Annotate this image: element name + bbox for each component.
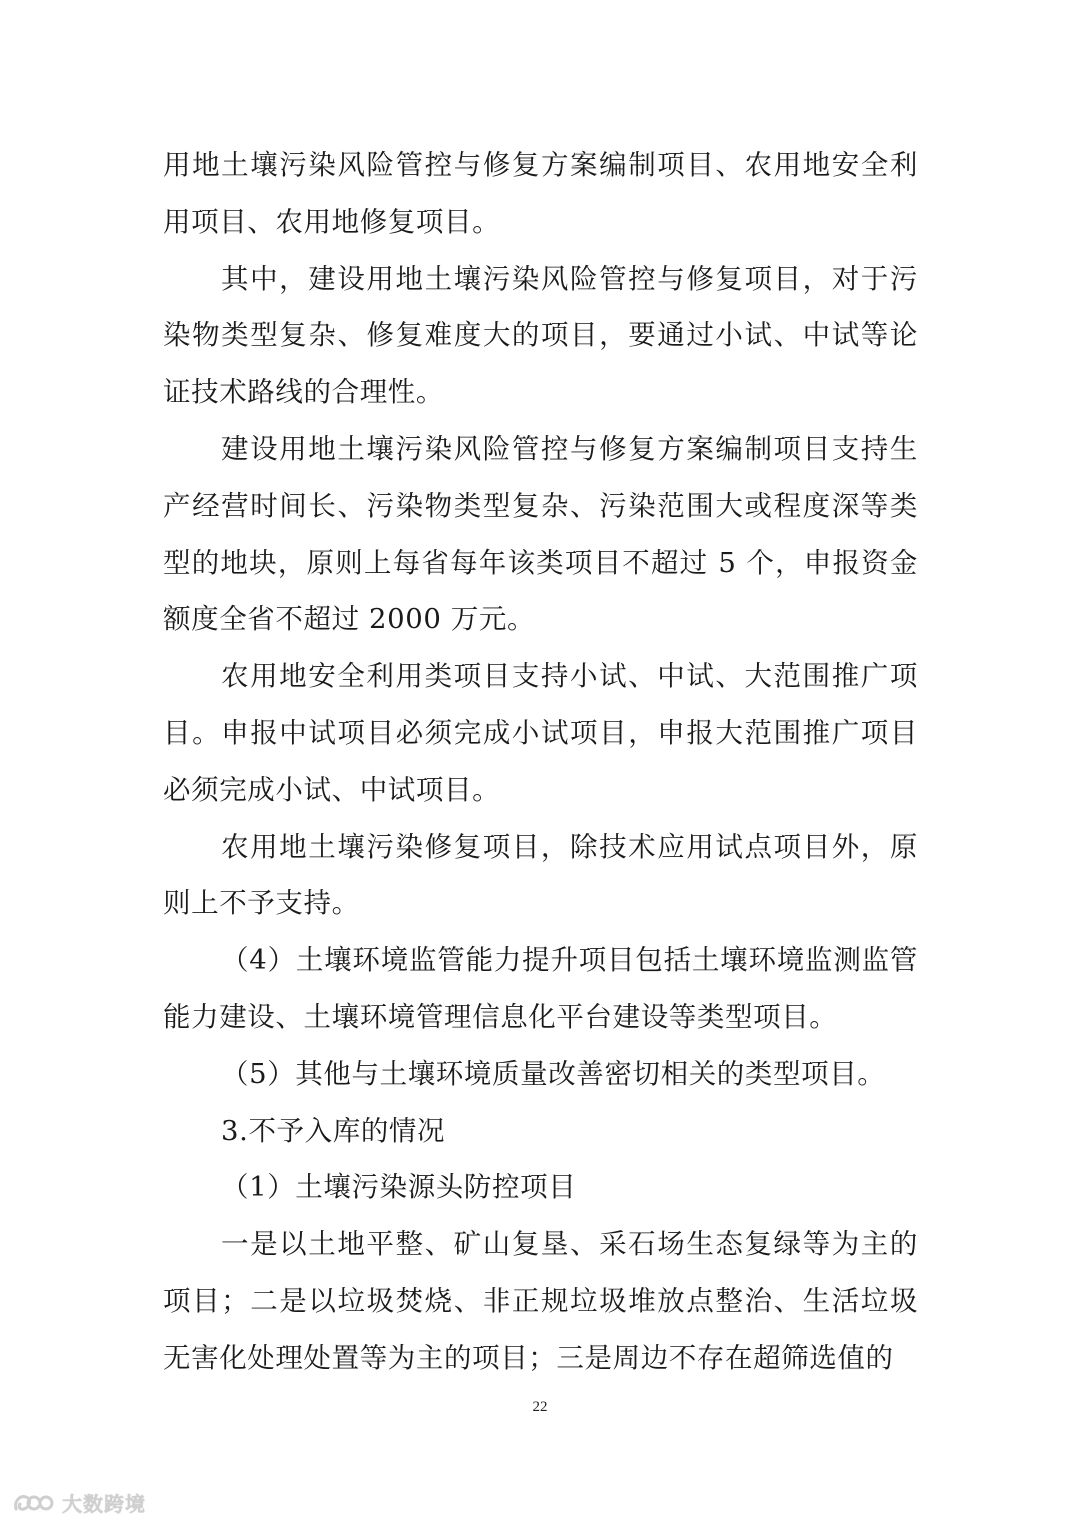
page-number: 22 (532, 1399, 548, 1415)
dashuju-logo-icon (12, 1491, 56, 1515)
watermark (12, 1488, 146, 1517)
section-heading-3: 3.不予入库的情况 (221, 1114, 446, 1147)
paragraph-item-5: （5）其他与土壤环境质量改善密切相关的类型项目。 (221, 1057, 886, 1090)
subsection-heading-1: （1）土壤污染源头防控项目 (221, 1171, 577, 1204)
document-body (163, 137, 918, 1387)
paragraph-item-4: （4）土壤环境监管能力提升项目包括土壤环境监测监管能力建设、土壤环境管理信息化平台建设等类型项目。 (163, 944, 918, 1033)
paragraph-farmland-remediation: 农用地土壤污染修复项目，除技术应用试点项目外，原则上不予支持。 (163, 830, 918, 920)
paragraph-construction-land: 其中，建设用地土壤污染风险管控与修复项目，对于污染物类型复杂、修复难度大的项目，要通过小试、中试等论证技术路线的合理性。 (163, 262, 918, 409)
paragraph-continuation: 用地土壤污染风险管控与修复方案编制项目、农用地安全利用项目、农用地修复项目。 (163, 149, 918, 238)
paragraph-exclusions: 一是以土地平整、矿山复垦、采石场生态复绿等为主的项目；二是以垃圾焚烧、非正规垃圾堆放点整治、生活垃圾无害化处理处置等为主的项目；三是周边不存在超筛选值的 (163, 1228, 918, 1374)
watermark-text: 大数跨境 (62, 1492, 146, 1516)
paragraph-farmland-safe-use: 农用地安全利用类项目支持小试、中试、大范围推广项目。申报中试项目必须完成小试项目，申报大范围推广项目必须完成小试、中试项目。 (163, 660, 918, 806)
paragraph-plan-compilation: 建设用地土壤污染风险管控与修复方案编制项目支持生产经营时间长、污染物类型复杂、污染范围大或程度深等类型的地块，原则上每省每年该类项目不超过 5 个，申报资金额度全省不超过 2000 万元。 (163, 432, 918, 636)
